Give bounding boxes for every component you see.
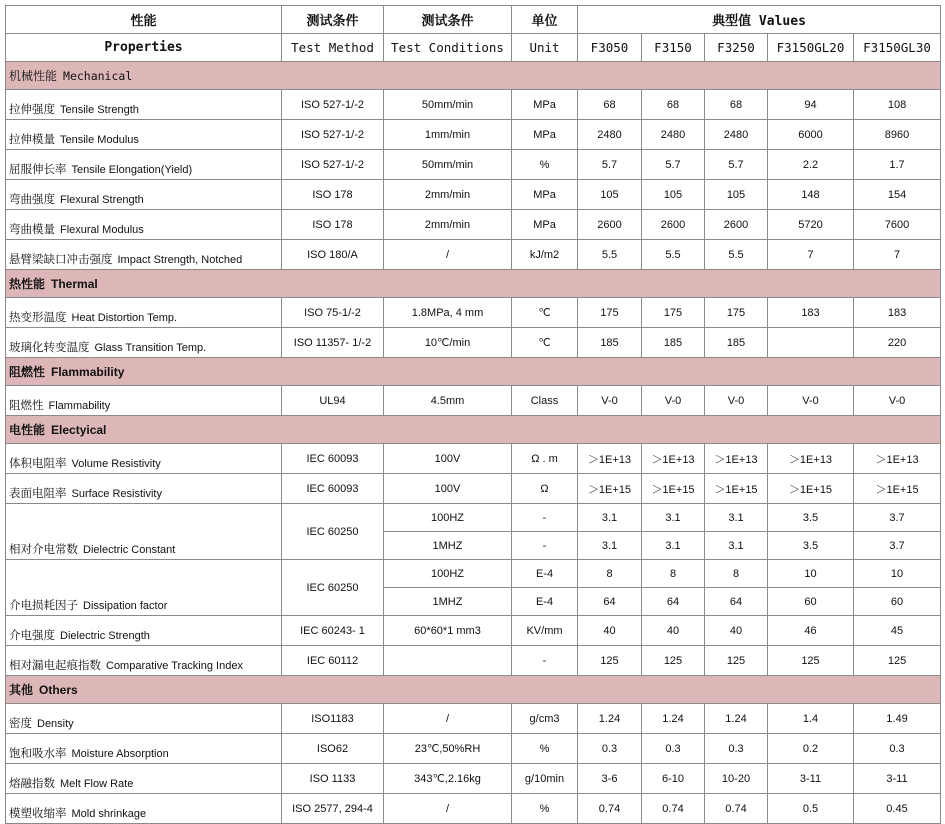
value-cell: 60 <box>854 588 941 616</box>
value-cell: 68 <box>705 90 768 120</box>
test-conditions: 60*60*1 mm3 <box>384 616 512 646</box>
value-cell: 5.5 <box>705 240 768 270</box>
value-cell: 2480 <box>705 120 768 150</box>
header-conditions-en: Test Conditions <box>384 34 512 62</box>
test-method: IEC 60093 <box>282 444 384 474</box>
header-method-en: Test Method <box>282 34 384 62</box>
section-title-cn: 其他 <box>9 683 34 697</box>
value-cell: ＞1E+15 <box>578 474 642 504</box>
value-cell: 0.2 <box>768 734 854 764</box>
value-cell: 3.5 <box>768 504 854 532</box>
value-cell: 2.2 <box>768 150 854 180</box>
value-cell: 5.7 <box>578 150 642 180</box>
property-name-cn: 相对介电常数 <box>9 542 78 556</box>
table-row <box>6 150 941 180</box>
value-cell: 3-6 <box>578 764 642 794</box>
value-cell: 183 <box>768 298 854 328</box>
section-title-en: Flammability <box>51 365 125 379</box>
property-name <box>6 734 282 764</box>
value-cell: 125 <box>705 646 768 676</box>
test-method: ISO 178 <box>282 180 384 210</box>
test-conditions: 100HZ <box>384 504 512 532</box>
header-method-cn: 测试条件 <box>282 6 384 34</box>
test-conditions: 1MHZ <box>384 532 512 560</box>
header-property-cn: 性能 <box>6 6 282 34</box>
value-cell: 64 <box>642 588 705 616</box>
value-cell: 8 <box>642 560 705 588</box>
value-cell: ＞1E+13 <box>768 444 854 474</box>
value-cell: 45 <box>854 616 941 646</box>
table-row <box>6 474 941 504</box>
property-name-cn: 弯曲模量 <box>9 222 55 236</box>
unit: ℃ <box>512 298 578 328</box>
value-cell: ＞1E+13 <box>578 444 642 474</box>
property-name <box>6 560 282 616</box>
property-name-cn: 热变形温度 <box>9 310 67 324</box>
value-cell: 5.7 <box>705 150 768 180</box>
value-cell: 5.7 <box>642 150 705 180</box>
table-row <box>6 764 941 794</box>
test-method: UL94 <box>282 386 384 416</box>
table-row <box>6 90 941 120</box>
unit: - <box>512 504 578 532</box>
test-conditions: 100HZ <box>384 560 512 588</box>
value-cell: 2480 <box>578 120 642 150</box>
property-name <box>6 704 282 734</box>
table-row <box>6 704 941 734</box>
value-cell: 0.3 <box>578 734 642 764</box>
value-cell: 68 <box>642 90 705 120</box>
test-conditions: 2mm/min <box>384 210 512 240</box>
property-name-en: Dielectric Strength <box>60 630 150 642</box>
value-cell: 175 <box>578 298 642 328</box>
property-name-cn: 体积电阻率 <box>9 456 67 470</box>
property-name-en: Tensile Modulus <box>60 134 139 146</box>
test-conditions <box>384 646 512 676</box>
unit: kJ/m2 <box>512 240 578 270</box>
property-name <box>6 328 282 358</box>
property-name <box>6 474 282 504</box>
value-cell: 3-11 <box>768 764 854 794</box>
unit: - <box>512 532 578 560</box>
test-method: ISO62 <box>282 734 384 764</box>
value-cell: 68 <box>578 90 642 120</box>
header-unit-cn: 单位 <box>512 6 578 34</box>
property-name-cn: 拉伸强度 <box>9 102 55 116</box>
test-conditions: 50mm/min <box>384 90 512 120</box>
property-name-cn: 介电强度 <box>9 628 55 642</box>
test-conditions: 10℃/min <box>384 328 512 358</box>
value-cell: 46 <box>768 616 854 646</box>
value-cell: 3.7 <box>854 532 941 560</box>
property-name-en: Density <box>37 718 74 730</box>
table-row <box>6 560 941 588</box>
value-cell: 2600 <box>578 210 642 240</box>
value-cell: 125 <box>768 646 854 676</box>
value-cell <box>768 328 854 358</box>
value-cell: 10-20 <box>705 764 768 794</box>
property-name-en: Surface Resistivity <box>71 488 162 500</box>
section-title-en: Thermal <box>51 277 98 291</box>
value-cell: 1.4 <box>768 704 854 734</box>
section-title <box>6 358 941 386</box>
grade-header: F3250 <box>705 34 768 62</box>
table-row <box>6 734 941 764</box>
property-name-en: Tensile Strength <box>60 104 139 116</box>
table-row <box>6 386 941 416</box>
value-cell: 3.7 <box>854 504 941 532</box>
value-cell: 3.1 <box>642 532 705 560</box>
property-name-cn: 饱和吸水率 <box>9 746 67 760</box>
value-cell: 175 <box>642 298 705 328</box>
property-name-en: Impact Strength, Notched <box>117 254 243 266</box>
test-method: IEC 60250 <box>282 560 384 616</box>
test-method: ISO 2577, 294-4 <box>282 794 384 824</box>
test-conditions: 1mm/min <box>384 120 512 150</box>
unit: MPa <box>512 210 578 240</box>
value-cell: ＞1E+15 <box>642 474 705 504</box>
unit: MPa <box>512 120 578 150</box>
unit: % <box>512 734 578 764</box>
value-cell: 185 <box>642 328 705 358</box>
header-unit-en: Unit <box>512 34 578 62</box>
value-cell: 40 <box>642 616 705 646</box>
value-cell: 3.1 <box>578 532 642 560</box>
value-cell: 3.5 <box>768 532 854 560</box>
value-cell: 0.74 <box>705 794 768 824</box>
value-cell: 6-10 <box>642 764 705 794</box>
table-row <box>6 646 941 676</box>
section-title-en: Electyical <box>51 423 107 437</box>
section-title-cn: 热性能 <box>9 277 46 291</box>
value-cell: ＞1E+15 <box>854 474 941 504</box>
value-cell: 183 <box>854 298 941 328</box>
property-name-en: Dielectric Constant <box>83 544 176 556</box>
value-cell: ＞1E+15 <box>705 474 768 504</box>
property-name-cn: 弯曲强度 <box>9 192 55 206</box>
table-row <box>6 444 941 474</box>
property-name <box>6 180 282 210</box>
test-method: ISO 11357- 1/-2 <box>282 328 384 358</box>
value-cell: ＞1E+13 <box>705 444 768 474</box>
property-name-cn: 模塑收缩率 <box>9 806 67 820</box>
value-cell: 0.3 <box>854 734 941 764</box>
section-header-row <box>6 62 941 90</box>
test-conditions: 100V <box>384 474 512 504</box>
value-cell: V-0 <box>705 386 768 416</box>
table-row <box>6 328 941 358</box>
value-cell: 7600 <box>854 210 941 240</box>
property-name <box>6 386 282 416</box>
value-cell: V-0 <box>578 386 642 416</box>
test-method: ISO 180/A <box>282 240 384 270</box>
header-values: 典型值 Values <box>578 6 941 34</box>
value-cell: 108 <box>854 90 941 120</box>
property-name-en: Mold shrinkage <box>71 808 147 820</box>
value-cell: 8 <box>578 560 642 588</box>
value-cell: 10 <box>768 560 854 588</box>
value-cell: 3.1 <box>705 532 768 560</box>
section-header-row <box>6 676 941 704</box>
test-method: ISO 527-1/-2 <box>282 150 384 180</box>
unit: E-4 <box>512 588 578 616</box>
value-cell: 0.5 <box>768 794 854 824</box>
unit: E-4 <box>512 560 578 588</box>
section-title-en: Mechanical <box>63 69 133 83</box>
property-name-cn: 表面电阻率 <box>9 486 67 500</box>
test-conditions: / <box>384 704 512 734</box>
value-cell: 1.7 <box>854 150 941 180</box>
value-cell: 105 <box>578 180 642 210</box>
test-method: ISO 178 <box>282 210 384 240</box>
value-cell: 64 <box>705 588 768 616</box>
table-row <box>6 616 941 646</box>
value-cell: 175 <box>705 298 768 328</box>
value-cell: 0.3 <box>705 734 768 764</box>
property-name <box>6 444 282 474</box>
value-cell: 2600 <box>705 210 768 240</box>
section-title-cn: 阻燃性 <box>9 365 46 379</box>
value-cell: 5.5 <box>578 240 642 270</box>
value-cell: 5.5 <box>642 240 705 270</box>
value-cell: 125 <box>854 646 941 676</box>
property-name <box>6 210 282 240</box>
value-cell: 3-11 <box>854 764 941 794</box>
unit: g/10min <box>512 764 578 794</box>
table-row <box>6 504 941 532</box>
table-row <box>6 120 941 150</box>
property-name <box>6 646 282 676</box>
value-cell: 7 <box>768 240 854 270</box>
property-name <box>6 616 282 646</box>
test-method: ISO 527-1/-2 <box>282 90 384 120</box>
test-conditions: / <box>384 794 512 824</box>
table-row <box>6 240 941 270</box>
value-cell: 105 <box>705 180 768 210</box>
value-cell: V-0 <box>854 386 941 416</box>
section-header-row <box>6 416 941 444</box>
value-cell: 94 <box>768 90 854 120</box>
section-title <box>6 270 941 298</box>
value-cell: V-0 <box>642 386 705 416</box>
table-body <box>6 62 941 824</box>
unit: % <box>512 150 578 180</box>
value-cell: 8 <box>705 560 768 588</box>
table-row <box>6 210 941 240</box>
property-name-cn: 悬臂梁缺口冲击强度 <box>9 252 113 266</box>
property-name-cn: 介电损耗因子 <box>9 598 78 612</box>
value-cell: 0.3 <box>642 734 705 764</box>
value-cell: 60 <box>768 588 854 616</box>
value-cell: 7 <box>854 240 941 270</box>
value-cell: 148 <box>768 180 854 210</box>
table-row <box>6 794 941 824</box>
value-cell: 3.1 <box>642 504 705 532</box>
value-cell: 10 <box>854 560 941 588</box>
value-cell: 154 <box>854 180 941 210</box>
test-conditions: 50mm/min <box>384 150 512 180</box>
property-name <box>6 240 282 270</box>
property-name-cn: 相对漏电起痕指数 <box>9 658 101 672</box>
property-name-cn: 玻璃化转变温度 <box>9 340 90 354</box>
property-name-cn: 屈服伸长率 <box>9 162 67 176</box>
property-name-en: Volume Resistivity <box>71 458 161 470</box>
unit: - <box>512 646 578 676</box>
value-cell: 1.49 <box>854 704 941 734</box>
grade-header: F3150 <box>642 34 705 62</box>
value-cell: 1.24 <box>578 704 642 734</box>
table-row <box>6 180 941 210</box>
unit: ℃ <box>512 328 578 358</box>
value-cell: ＞1E+13 <box>854 444 941 474</box>
grade-header: F3050 <box>578 34 642 62</box>
value-cell: 8960 <box>854 120 941 150</box>
value-cell: 2480 <box>642 120 705 150</box>
section-title <box>6 62 941 90</box>
table-row <box>6 298 941 328</box>
value-cell: ＞1E+13 <box>642 444 705 474</box>
test-conditions: 343℃,2.16kg <box>384 764 512 794</box>
property-name <box>6 764 282 794</box>
test-conditions: 23℃,50%RH <box>384 734 512 764</box>
unit: Ω <box>512 474 578 504</box>
value-cell: 185 <box>578 328 642 358</box>
value-cell: 64 <box>578 588 642 616</box>
header-property-en: Properties <box>6 34 282 62</box>
property-name <box>6 298 282 328</box>
unit: g/cm3 <box>512 704 578 734</box>
value-cell: ＞1E+15 <box>768 474 854 504</box>
value-cell: 185 <box>705 328 768 358</box>
value-cell: 220 <box>854 328 941 358</box>
test-method: ISO 527-1/-2 <box>282 120 384 150</box>
unit: Ω . m <box>512 444 578 474</box>
property-name <box>6 150 282 180</box>
header-conditions-cn: 测试条件 <box>384 6 512 34</box>
value-cell: V-0 <box>768 386 854 416</box>
value-cell: 0.45 <box>854 794 941 824</box>
value-cell: 125 <box>642 646 705 676</box>
property-name-en: Glass Transition Temp. <box>94 342 207 354</box>
value-cell: 40 <box>705 616 768 646</box>
value-cell: 2600 <box>642 210 705 240</box>
property-name-en: Dissipation factor <box>83 600 168 612</box>
property-name-en: Comparative Tracking Index <box>106 660 243 672</box>
value-cell: 6000 <box>768 120 854 150</box>
property-name-en: Flammability <box>48 400 111 412</box>
property-name-en: Flexural Strength <box>60 194 144 206</box>
test-method: IEC 60243- 1 <box>282 616 384 646</box>
value-cell: 3.1 <box>705 504 768 532</box>
test-method: ISO 1133 <box>282 764 384 794</box>
test-conditions: 100V <box>384 444 512 474</box>
property-name <box>6 504 282 560</box>
property-name-en: Melt Flow Rate <box>60 778 134 790</box>
property-name-en: Heat Distortion Temp. <box>71 312 178 324</box>
test-conditions: 2mm/min <box>384 180 512 210</box>
value-cell: 0.74 <box>642 794 705 824</box>
value-cell: 1.24 <box>705 704 768 734</box>
test-method: IEC 60112 <box>282 646 384 676</box>
section-title-cn: 电性能 <box>9 423 46 437</box>
properties-table <box>5 5 941 824</box>
unit: Class <box>512 386 578 416</box>
value-cell: 5720 <box>768 210 854 240</box>
grade-header: F3150GL20 <box>768 34 854 62</box>
property-name-cn: 阻燃性 <box>9 398 44 412</box>
test-method: IEC 60093 <box>282 474 384 504</box>
property-name-cn: 拉伸模量 <box>9 132 55 146</box>
property-name-cn: 熔融指数 <box>9 776 55 790</box>
section-header-row <box>6 358 941 386</box>
unit: % <box>512 794 578 824</box>
test-conditions: 1MHZ <box>384 588 512 616</box>
section-title-cn: 机械性能 <box>9 69 58 83</box>
test-conditions: / <box>384 240 512 270</box>
header-row-en <box>6 34 941 62</box>
test-method: ISO1183 <box>282 704 384 734</box>
grade-header: F3150GL30 <box>854 34 941 62</box>
test-conditions: 1.8MPa, 4 mm <box>384 298 512 328</box>
value-cell: 40 <box>578 616 642 646</box>
section-title-en: Others <box>39 683 78 697</box>
section-header-row <box>6 270 941 298</box>
value-cell: 3.1 <box>578 504 642 532</box>
value-cell: 105 <box>642 180 705 210</box>
value-cell: 0.74 <box>578 794 642 824</box>
property-name-en: Tensile Elongation(Yield) <box>71 164 193 176</box>
property-name-cn: 密度 <box>9 716 32 730</box>
test-conditions: 4.5mm <box>384 386 512 416</box>
property-name <box>6 120 282 150</box>
section-title <box>6 676 941 704</box>
test-method: IEC 60250 <box>282 504 384 560</box>
unit: MPa <box>512 90 578 120</box>
property-name-en: Flexural Modulus <box>60 224 144 236</box>
property-name <box>6 794 282 824</box>
unit: MPa <box>512 180 578 210</box>
property-name-en: Moisture Absorption <box>71 748 169 760</box>
header-row-cn <box>6 6 941 34</box>
test-method: ISO 75-1/-2 <box>282 298 384 328</box>
property-name <box>6 90 282 120</box>
unit: KV/mm <box>512 616 578 646</box>
section-title <box>6 416 941 444</box>
value-cell: 125 <box>578 646 642 676</box>
value-cell: 1.24 <box>642 704 705 734</box>
